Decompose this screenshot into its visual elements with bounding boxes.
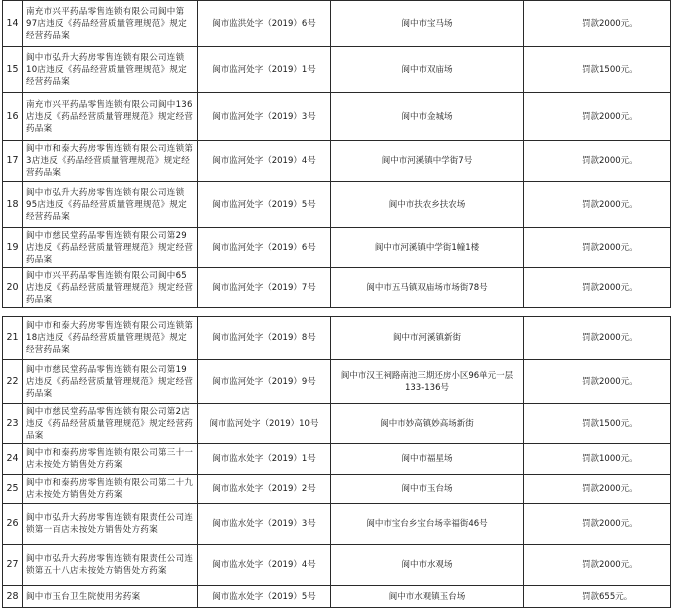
address: 阆中市宝台乡宝台场幸福街46号 bbox=[331, 504, 524, 545]
row-number: 15 bbox=[3, 47, 23, 93]
document-number: 阆市监河处字（2019）6号 bbox=[198, 228, 331, 268]
document-number: 阆市监水处字（2019）4号 bbox=[198, 545, 331, 586]
address: 阆中市双庙场 bbox=[331, 47, 524, 93]
document-number: 阆市监河处字（2019）7号 bbox=[198, 268, 331, 308]
case-name: 阆中市慈民堂药品零售连锁有限公司第2店违反《药品经营质量管理规范》规定经营药品案 bbox=[23, 404, 198, 444]
case-name: 阆中市和泰大药房零售连锁有限公司连锁第3店违反《药品经营质量管理规范》规定经营药品案 bbox=[23, 141, 198, 182]
document-number: 阆市监河处字（2019）1号 bbox=[198, 47, 331, 93]
table-row bbox=[3, 360, 671, 404]
document-number: 阆市监河处字（2019）8号 bbox=[198, 317, 331, 360]
document-number: 阆市监水处字（2019）2号 bbox=[198, 475, 331, 504]
document-number: 阆市监水处字（2019）3号 bbox=[198, 504, 331, 545]
table-row bbox=[3, 475, 671, 504]
table-row bbox=[3, 93, 671, 141]
address: 阆中市河溪镇新街 bbox=[331, 317, 524, 360]
penalty: 罚款2000元。 bbox=[524, 268, 671, 308]
penalty-table bbox=[2, 0, 671, 608]
row-number: 24 bbox=[3, 444, 23, 475]
case-name: 阆中市和泰药房零售连锁有限公司第三十一店未按处方销售处方药案 bbox=[23, 444, 198, 475]
document-number: 阆市监河处字（2019）9号 bbox=[198, 360, 331, 404]
penalty: 罚款2000元。 bbox=[524, 1, 671, 47]
address: 阆中市水观场 bbox=[331, 545, 524, 586]
table-row bbox=[3, 1, 671, 47]
table-row bbox=[3, 586, 671, 608]
address: 阆中市水观镇玉台场 bbox=[331, 586, 524, 608]
penalty: 罚款1000元。 bbox=[524, 444, 671, 475]
address: 阆中市扶农乡扶农场 bbox=[331, 182, 524, 228]
row-number: 27 bbox=[3, 545, 23, 586]
case-name: 阆中市弘升大药房零售连锁有限责任公司连锁第一百店未按处方销售处方药案 bbox=[23, 504, 198, 545]
address: 阆中市汉王祠路南池三期还房小区96单元一层133-136号 bbox=[331, 360, 524, 404]
document-number: 阆市监水处字（2019）5号 bbox=[198, 586, 331, 608]
page-gap bbox=[3, 308, 671, 317]
row-number: 22 bbox=[3, 360, 23, 404]
table-row bbox=[3, 317, 671, 360]
document-number: 阆市监洪处字（2019）6号 bbox=[198, 1, 331, 47]
address: 阆中市宝马场 bbox=[331, 1, 524, 47]
address: 阆中市河溪镇中学街7号 bbox=[331, 141, 524, 182]
address: 阆中市妙高镇妙高场新街 bbox=[331, 404, 524, 444]
address: 阆中市河溪镇中学街1幢1楼 bbox=[331, 228, 524, 268]
penalty: 罚款2000元。 bbox=[524, 475, 671, 504]
row-number: 16 bbox=[3, 93, 23, 141]
penalty: 罚款2000元。 bbox=[524, 545, 671, 586]
case-name: 阆中市弘升大药房零售连锁有限公司连锁95店违反《药品经营质量管理规范》规定经营药品案 bbox=[23, 182, 198, 228]
penalty: 罚款1500元。 bbox=[524, 47, 671, 93]
row-number: 21 bbox=[3, 317, 23, 360]
table-row bbox=[3, 504, 671, 545]
case-name: 阆中市和泰药房零售连锁有限公司第二十九店未按处方销售处方药案 bbox=[23, 475, 198, 504]
table-row bbox=[3, 444, 671, 475]
case-name: 阆中市玉台卫生院使用劣药案 bbox=[23, 586, 198, 608]
document-number: 阆市监河处字（2019）3号 bbox=[198, 93, 331, 141]
row-number: 18 bbox=[3, 182, 23, 228]
table-row bbox=[3, 141, 671, 182]
table-row bbox=[3, 47, 671, 93]
case-name: 南充市兴平药品零售连锁有限公司阆中136店违反《药品经营质量管理规范》规定经营药品案 bbox=[23, 93, 198, 141]
address: 阆中市玉台场 bbox=[331, 475, 524, 504]
case-name: 南充市兴平药品零售连锁有限公司阆中第97店违反《药品经营质量管理规范》规定经营药品案 bbox=[23, 1, 198, 47]
table-row bbox=[3, 404, 671, 444]
row-number: 17 bbox=[3, 141, 23, 182]
address: 阆中市五马镇双庙场市场街78号 bbox=[331, 268, 524, 308]
case-name: 阆中市弘升大药房零售连锁有限公司连锁10店违反《药品经营质量管理规范》规定经营药品案 bbox=[23, 47, 198, 93]
case-name: 阆中市和泰大药房零售连锁有限公司连锁第18店违反《药品经营质量管理规范》规定经营药品案 bbox=[23, 317, 198, 360]
table-row bbox=[3, 545, 671, 586]
table-row bbox=[3, 182, 671, 228]
address: 阆中市福星场 bbox=[331, 444, 524, 475]
penalty: 罚款2000元。 bbox=[524, 182, 671, 228]
document-number: 阆市监河处字（2019）10号 bbox=[198, 404, 331, 444]
penalty: 罚款2000元。 bbox=[524, 93, 671, 141]
case-name: 阆中市慈民堂药品零售连锁有限公司第19店违反《药品经营质量管理规范》规定经营药品案 bbox=[23, 360, 198, 404]
penalty-table-body bbox=[3, 1, 671, 608]
document-number: 阆市监河处字（2019）4号 bbox=[198, 141, 331, 182]
penalty: 罚款2000元。 bbox=[524, 504, 671, 545]
address: 阆中市金城场 bbox=[331, 93, 524, 141]
case-name: 阆中市慈民堂药品零售连锁有限公司第29店违反《药品经营质量管理规范》规定经营药品案 bbox=[23, 228, 198, 268]
penalty: 罚款1500元。 bbox=[524, 404, 671, 444]
case-name: 阆中市兴平药品零售连锁有限公司阆中65店违反《药品经营质量管理规范》规定经营药品案 bbox=[23, 268, 198, 308]
penalty: 罚款2000元。 bbox=[524, 228, 671, 268]
row-number: 26 bbox=[3, 504, 23, 545]
table-row bbox=[3, 228, 671, 268]
table-row bbox=[3, 268, 671, 308]
row-number: 14 bbox=[3, 1, 23, 47]
case-name: 阆中市弘升大药房零售连锁有限责任公司连锁第五十八店未按处方销售处方药案 bbox=[23, 545, 198, 586]
row-number: 25 bbox=[3, 475, 23, 504]
penalty: 罚款2000元。 bbox=[524, 317, 671, 360]
row-number: 20 bbox=[3, 268, 23, 308]
row-number: 19 bbox=[3, 228, 23, 268]
penalty: 罚款655元。 bbox=[524, 586, 671, 608]
penalty: 罚款2000元。 bbox=[524, 141, 671, 182]
row-number: 28 bbox=[3, 586, 23, 608]
document-number: 阆市监河处字（2019）5号 bbox=[198, 182, 331, 228]
document-number: 阆市监水处字（2019）1号 bbox=[198, 444, 331, 475]
row-number: 23 bbox=[3, 404, 23, 444]
penalty: 罚款2000元。 bbox=[524, 360, 671, 404]
